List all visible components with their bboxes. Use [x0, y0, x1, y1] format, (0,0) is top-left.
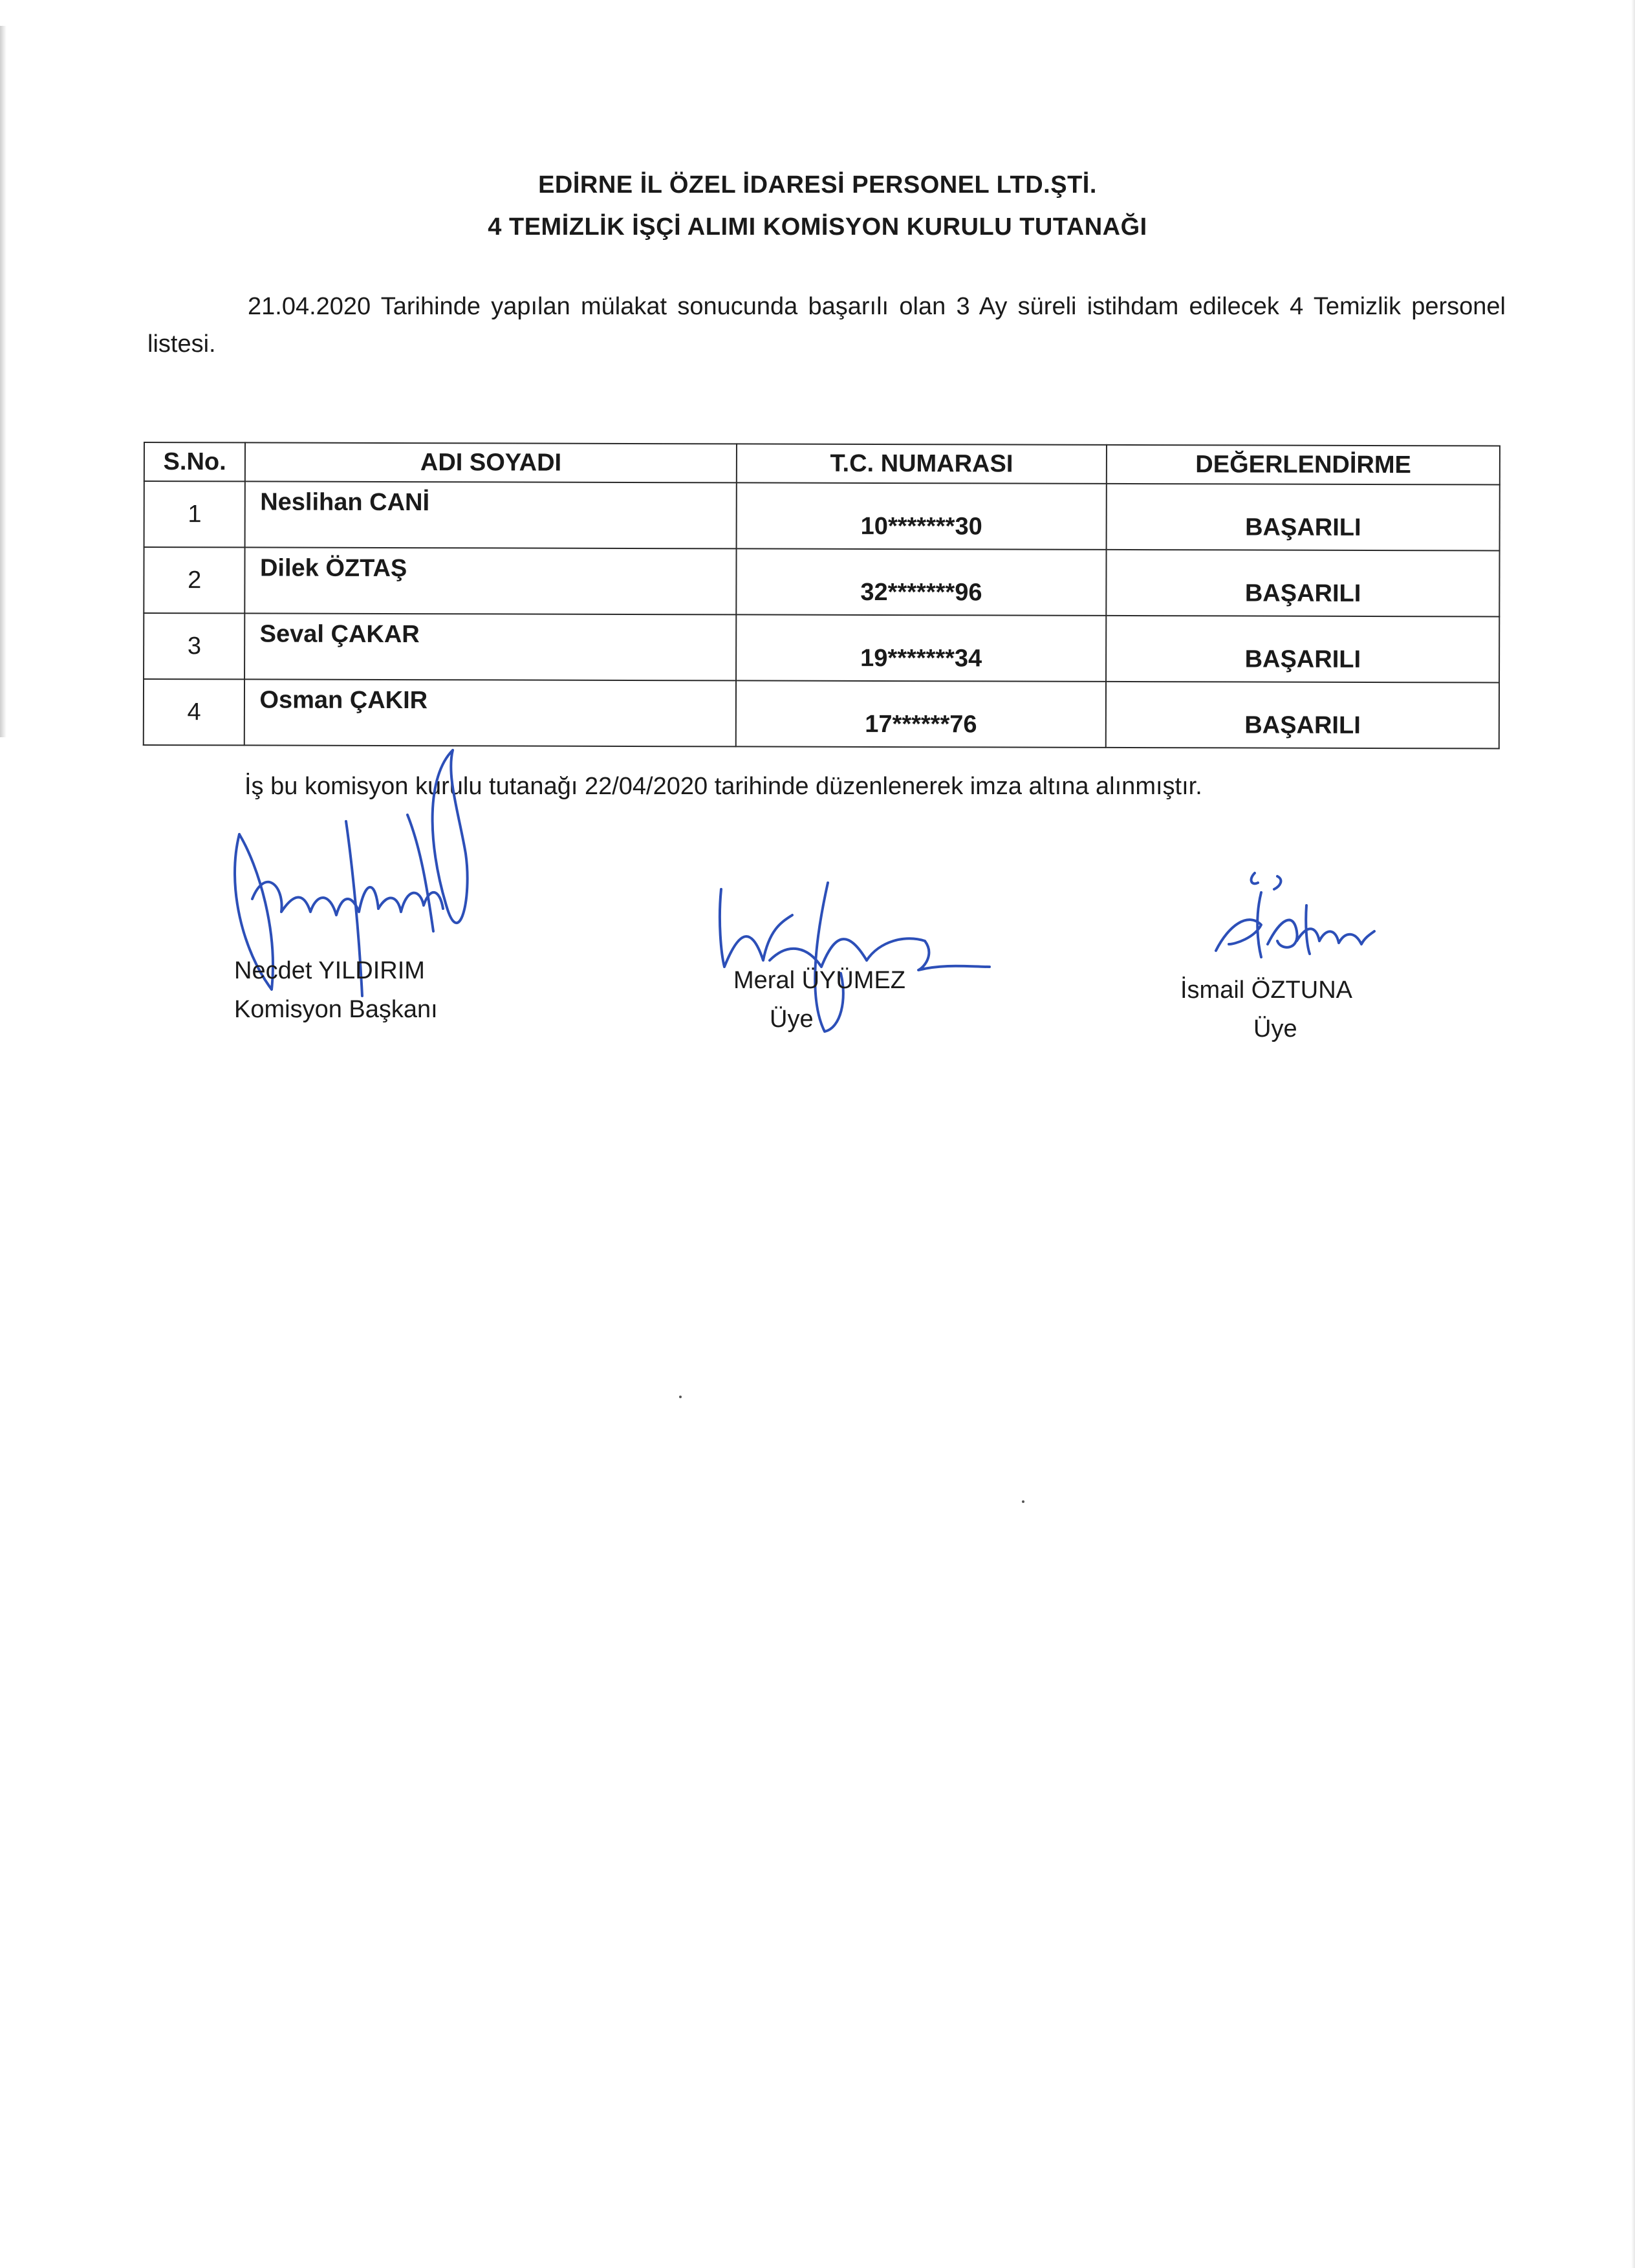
row-tc: 32*******96	[736, 548, 1107, 615]
table-row	[144, 547, 1499, 616]
scan-speck	[679, 1396, 682, 1398]
scan-speck	[1022, 1500, 1024, 1503]
signatory-1-title: Komisyon Başkanı	[234, 996, 438, 1023]
signatory-3-name: İsmail ÖZTUNA	[1180, 977, 1352, 1004]
row-number: 2	[144, 547, 245, 613]
personnel-table	[143, 442, 1500, 749]
row-tc: 10*******30	[736, 482, 1107, 549]
header-evaluation: DEĞERLENDİRME	[1107, 445, 1500, 485]
row-name: Seval ÇAKAR	[245, 613, 736, 680]
row-result: BAŞARILI	[1107, 484, 1500, 551]
row-number: 1	[144, 481, 246, 547]
intro-text: 21.04.2020 Tarihinde yapılan mülakat sonucunda başarılı olan 3 Ay süreli istihdam edilecek 4 Temizlik personel listesi.	[147, 293, 1506, 358]
signatory-1-name: Necdet YILDIRIM	[234, 957, 425, 984]
header-name: ADI SOYADI	[245, 442, 736, 482]
closing-statement: İş bu komisyon kurulu tutanağı 22/04/2020 tarihinde düzenlenerek imza altına alınmıştır.	[244, 773, 1202, 800]
intro-paragraph	[147, 288, 1506, 363]
row-tc: 19*******34	[736, 614, 1107, 681]
row-number: 4	[144, 679, 245, 745]
row-number: 3	[144, 613, 245, 679]
header-sno: S.No.	[144, 442, 246, 481]
scan-shadow-right	[1631, 0, 1635, 2268]
table-row	[144, 613, 1499, 682]
row-result: BAŞARILI	[1107, 550, 1500, 617]
row-name: Neslihan CANİ	[245, 481, 736, 548]
company-title: EDİRNE İL ÖZEL İDARESİ PERSONEL LTD.ŞTİ.	[538, 171, 1097, 199]
table-header-row	[144, 442, 1500, 484]
row-name: Dilek ÖZTAŞ	[245, 547, 736, 614]
table-row	[144, 481, 1500, 550]
row-name: Osman ÇAKIR	[244, 679, 735, 746]
signatory-2-name: Meral ÜYÜMEZ	[733, 967, 906, 994]
row-result: BAŞARILI	[1106, 682, 1499, 749]
signature-3-image	[1209, 867, 1378, 964]
row-result: BAŞARILI	[1106, 616, 1499, 683]
header-tc: T.C. NUMARASI	[737, 444, 1107, 483]
document-title: 4 TEMİZLİK İŞÇİ ALIMI KOMİSYON KURULU TUTANAĞI	[488, 213, 1147, 241]
scan-shadow-left	[0, 26, 6, 737]
signature-2-image	[711, 870, 996, 1038]
signatory-2-title: Üye	[770, 1006, 814, 1033]
signatory-3-title: Üye	[1253, 1015, 1297, 1042]
row-tc: 17******76	[735, 680, 1106, 747]
